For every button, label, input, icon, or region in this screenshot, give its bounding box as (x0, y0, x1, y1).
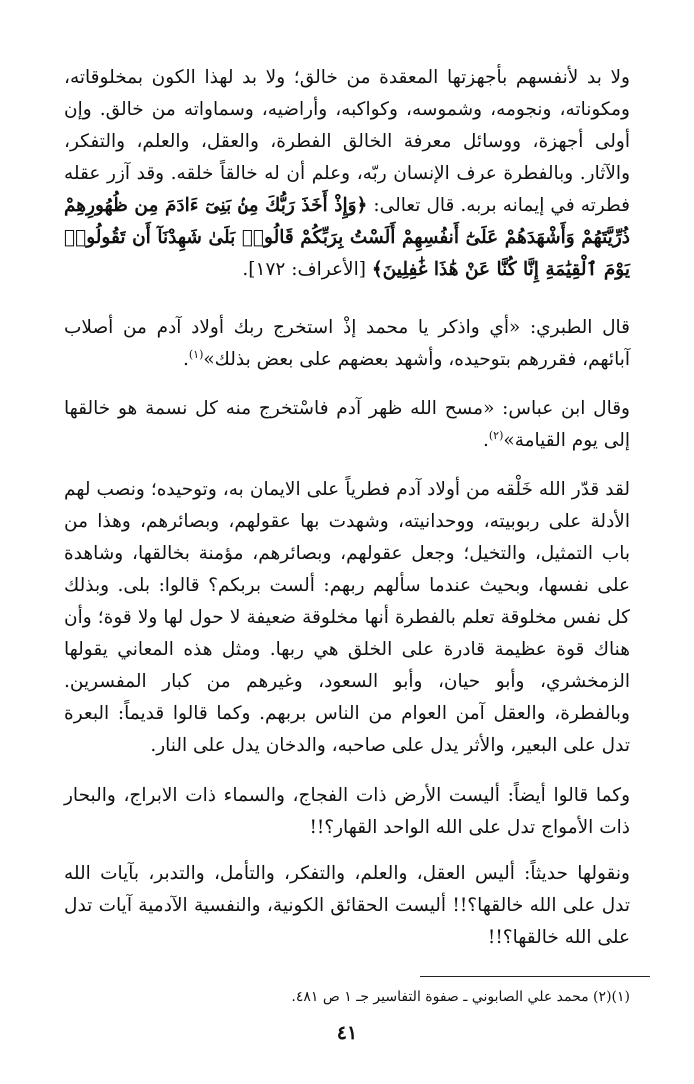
footnote-marker-2: (٢) (488, 428, 504, 442)
paragraph-3-end: . (482, 430, 489, 451)
paragraph-4 (64, 474, 630, 762)
paragraph-3-text: وقال ابن عباس: «مسح الله ظهر آدم فاسْتخرج منه كل نسمة هو خالقها إلى يوم القيامة» (64, 398, 630, 451)
page-number: ٤١ (336, 1022, 358, 1044)
paragraph-2-end: . (182, 349, 189, 370)
footnote-divider (420, 976, 650, 977)
paragraph-6-text: ونقولها حديثاً: أليس العقل، والعلم، والتفكر، والتأمل، والتدبر، بآيات الله تدل على الله خالقها؟!! أليست الحقائق الكونية، والنفسية الآدمية آيات تدل على الله خالقها؟!! (64, 863, 630, 948)
verse-reference: [الأعراف: ١٧٢]. (242, 259, 372, 280)
paragraph-6 (64, 858, 630, 954)
paragraph-1-text: ولا بد لأنفسهم بأجهزتها المعقدة من خالق؛ ولا بد لهذا الكون بمخلوقاته، ومكوناته، ونجومه، وشموسه، وكواكبه، وأراضيه، وسماواته من خالق. وإن أولى أجهزة، ووسائل معرفة الخالق الفطرة، والعقل، والعلم، والتفكر، والآثار. وبالفطرة عرف الإنسان ربّه، وعلم أن له خالقاً خلقه. وقد آزر عقله فطرته في إيمانه بربه. قال تعالى: (64, 67, 630, 216)
paragraph-3 (64, 393, 630, 457)
quran-verse: ﴿وَإِذْ أَخَذَ رَبُّكَ مِنۢ بَنِىٓ ءَادَمَ مِن ظُهُورِهِمْ ذُرِّيَّتَهُمْ وَأَشْهَدَهُمْ عَلَىٰٓ أَنفُسِهِمْ أَلَسْتُ بِرَبِّكُمْ قَالُوا۟ بَلَىٰ شَهِدْنَآ أَن تَقُولُوا۟ يَوْمَ ٱلْقِيَٰمَةِ إِنَّا كُنَّا عَنْ هَٰذَا غَٰفِلِينَ﴾ (64, 195, 630, 280)
paragraph-4-text: لقد قدّر الله خَلْقه من أولاد آدم فطرياً على الايمان به، وتوحيده؛ ونصب لهم الأدلة على ربوبيته، ووحدانيته، وشهدت بها عقولهم، وبصائرهم، وهذا من باب التمثيل، والتخيل؛ وجعل عقولهم، وبصائرهم، مؤمنة بخالقها، وشاهدة على نفسها، وبحيث عندما سألهم ربهم: ألست بربكم؟ قالوا: بلى. وبذلك كل نفس مخلوقة تعلم بالفطرة أنها مخلوقة ضعيفة لا حول لها ولا قوة؛ وأن هناك قوة عظيمة قادرة على الخلق هي ربها. ومثل هذه المعاني يقولها الزمخشري، وأبو حيان، وأبو السعود، وغيرهم من كبار المفسرين. وبالفطرة، والعقل آمن العوام من الناس بربهم. وكما قالوا قديماً: البعرة تدل على البعير، والأثر يدل على صاحبه، والدخان يدل على النار. (64, 479, 630, 756)
paragraph-2 (64, 312, 630, 376)
paragraph-1 (64, 62, 630, 286)
footnote: (١)(٢) محمد علي الصابوني ـ صفوة التفاسير جـ ١ ص ٤٨١. (291, 989, 630, 1005)
paragraph-2-text: قال الطبري: «أي واذكر يا محمد إذْ استخرج ربك أولاد آدم من أصلاب آبائهم، فقررهم بتوحيده، وأشهد بعضهم على بعض بذلك» (64, 317, 630, 370)
footnote-marker-1: (١) (188, 347, 204, 361)
paragraph-5 (64, 780, 630, 844)
paragraph-5-text: وكما قالوا أيضاً: أليست الأرض ذات الفجاج، والسماء ذات الابراج، والبحار ذات الأمواج تدل على الله الواحد القهار؟!! (64, 785, 630, 838)
